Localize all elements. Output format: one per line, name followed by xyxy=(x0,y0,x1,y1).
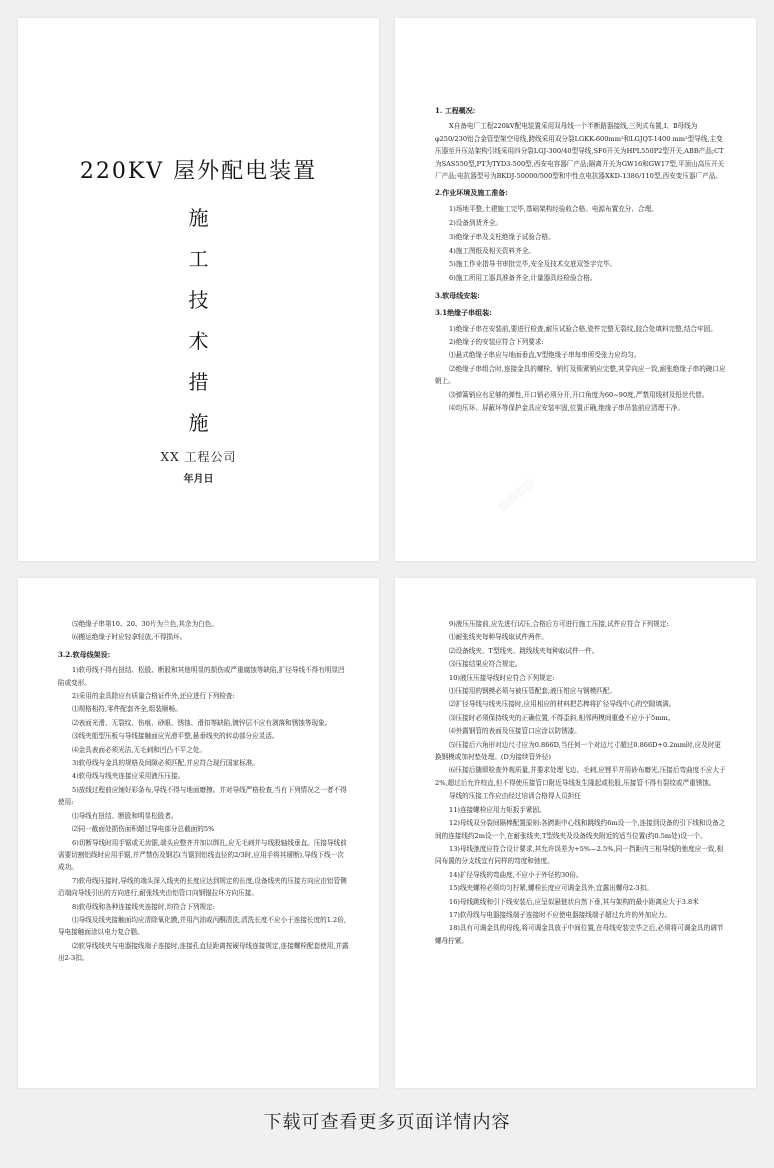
paragraph: ⑵扩径导线与线夹压接时,应用相应的材料把芯棒将扩径导线中心的空隙填满。 xyxy=(449,700,676,709)
paragraph: ⑴耐张线夹每种导线取试件两件。 xyxy=(449,633,548,642)
cover-char: 施 xyxy=(188,411,209,435)
paragraph: ⑶压接结果应符合规定。 xyxy=(449,660,522,669)
paragraph: ⑷外露钢管的表面及压接管口应涂以防锈漆。 xyxy=(449,727,581,736)
section-heading: 1. 工程概况: xyxy=(435,106,476,115)
cover-title: 220KV 屋外配电装置 xyxy=(79,159,318,184)
paragraph: 导线的压接工作应由经过培训合格得人员担任 xyxy=(449,792,581,801)
cover-char: 术 xyxy=(188,329,209,353)
list-item: 5)施工作业指导书审批完毕,安全及技术交底双签字完毕。 xyxy=(449,260,617,269)
paragraph: ⑹压接后随即检查外观质量,并要求处理飞边、毛刺,应锉平并用砂布磨光,压接后弯曲度不应大于2%,超过后允许校直,但不得使压接管口附近导线发生隆起或松股,压接管不得有裂纹或严重锈蚀。 xyxy=(435,766,726,787)
document-page-4 xyxy=(395,578,756,1088)
paragraph: ⑴规格相符,零件配套齐全,组装顺畅。 xyxy=(72,705,182,714)
paragraph: 18)具有可调金具的母线,将可调金具放于中间位置,在母线安装完毕之后,必须将可调金具的调节螺母拧紧。 xyxy=(435,924,724,945)
paragraph: ⑴悬式绝缘子串应与地面垂直,V型绝缘子串每串所受张力应均匀。 xyxy=(449,351,641,360)
cover-char: 工 xyxy=(188,247,209,271)
paragraph: ⑷金具表面必须光洁,无毛刺和凹凸不平之处。 xyxy=(72,745,206,754)
cover-char: 措 xyxy=(188,370,209,394)
page-content xyxy=(58,618,349,966)
paragraph: ⑷均压环、屏蔽环等保护金具应安装牢固,位置正确,绝缘子串吊装前应清理干净。 xyxy=(449,404,684,413)
download-more-prompt[interactable]: 下载可查看更多页面详情内容 xyxy=(263,1112,511,1133)
paragraph: 3)软母线与金具的规格及间隙必须匹配,并应符合现行国家标准。 xyxy=(72,759,259,768)
cover-char: 技 xyxy=(188,288,209,312)
section-heading: 3.软母线安装: xyxy=(435,290,480,300)
paragraph: ⑵软导线线夹与电器接线端子连接时,连接孔直径距离按硬母线连接规定,连接螺栓配套使用,并露出2-3扣。 xyxy=(58,941,349,963)
paragraph: 17)软母线与电器接线端子连接时不应使电器接线端子超过允许的外加应力。 xyxy=(449,910,671,919)
paragraph: 2)绝缘子的安装应符合下列要求: xyxy=(449,338,544,346)
paragraph: 14)扩径导线的弯曲度,不应小于外径的30倍。 xyxy=(449,870,583,879)
paragraph: 15)线夹螺栓必须均匀拧紧,螺栓长度应可调金具外,宜露出螺母2-3扣。 xyxy=(449,884,653,893)
paragraph: 5)放线过程前应铺好彩条布,导线不得与地面磨擦。并对导线严格检查,当有下列情况之一者不得使用: xyxy=(58,785,347,807)
paragraph: 11)连接螺栓应用力矩扳手紧固。 xyxy=(449,805,546,814)
paragraph: ⑶压接时必须保持线夹的正确位置,不得歪斜,相邻两模间重叠不应小于5mm。 xyxy=(449,713,675,722)
section-heading: 2.作业环境及施工准备: xyxy=(435,188,508,198)
paragraph: 13)母线弛度应符合设计要求,其允许误差为+5%—2.5%,同一挡距内三相导线的弛度应一致,相同布置的分支线宜有同样的弯度和弛度。 xyxy=(435,844,724,866)
list-item: 3)绝缘子串及支柱绝缘子试验合格。 xyxy=(449,232,555,241)
cover-company: XX 工程公司 xyxy=(160,450,237,464)
paragraph: ⑸绝缘子串第10、20、30片为兰色,其余为白色。 xyxy=(72,620,218,628)
paragraph: 10)液压压接导线时应符合下列规定: xyxy=(449,673,555,682)
cover-page xyxy=(18,18,379,561)
paragraph: 6)切断导线时用手锯或无齿锯,端头应整齐并加以绑扎,应无毛刺并与线股轴线垂直。压接导线前需要切割铝线时应用手锯,并严禁伤及钢芯(当锯到铝线直径的2/3时,应用手将其掰断),导线下线一次成功。 xyxy=(58,838,347,872)
paragraph: ⑸压接后六角形对边尺寸应为0.866D,当任何一个对边尺寸超过0.866D+0.2mm时,应及时更换钢模或加衬垫处理。(D为接续管外径) xyxy=(435,740,722,762)
list-item: 2)设备到货齐全。 xyxy=(449,218,502,227)
paragraph: ⑶弹簧销应有足够的弹性,开口销必须分开,开口角度为60~90度,严禁用线材及铅丝代替。 xyxy=(449,390,709,399)
paragraph: 7)软母线压接时,导线的端头深入线夹的长度应达到规定的长度,设备线夹的压接方向应由铝管侧沿端向导线引出的方向进行,耐张线夹由铝管口向钢锚拉环方向压接。 xyxy=(58,876,347,898)
document-page-3 xyxy=(18,578,379,1088)
paragraph: ⑴导线及线夹接触面均应清除氧化膜,并用汽油或丙酮清洗,清洗长度不应小于连接长度的1.2倍,导电接触面涂以电力复合脂。 xyxy=(58,915,346,937)
paragraph: ⑵表面光滑、无裂纹、伤痕、砂眼、锈蚀、滑扣等缺陷,镀锌层不应有剥落和锈蚀等现象。 xyxy=(72,718,332,727)
watermark: ▨▨▨▨ xyxy=(495,476,536,513)
paragraph: ⑶线夹船型压板与导线接触面应光滑平整,悬垂线夹的转动部分应灵活。 xyxy=(72,732,279,741)
paragraph: ⑴压接用的钢模必须与被压管配套,液压钳应与钢模匹配。 xyxy=(449,687,616,696)
list-item: 1)场地平整,土建施工完毕,基础架构经验收合格。电源布置充分、合理。 xyxy=(449,204,658,213)
paragraph: 9)液压压接前,应先进行试压,合格后方可进行施工压接,试件应符合下列规定: xyxy=(449,620,669,628)
document-page-2 xyxy=(395,18,756,561)
page-content xyxy=(435,618,726,948)
list-item: 6)施工所用工器具准备齐全,计量器具经检验合格。 xyxy=(449,274,597,283)
paragraph: 16)母线跳线和引下线安装后,应呈似悬链状自然下垂,其与架构的最小距离应大于3.8米 xyxy=(449,897,699,906)
page-content xyxy=(435,100,726,415)
paragraph: ⑵绝缘子串组合时,连接金具的螺栓、销钉及锁紧销应完整,其穿向应一致,耐张绝缘子串的碗口应朝上。 xyxy=(435,364,726,386)
cover-date: 年月日 xyxy=(183,474,214,485)
subsection-heading: 3.2.软母线架设: xyxy=(58,649,111,659)
paragraph: X自备电厂工程220kV配电装置采用双母线一个半断路器接线,三列式布置,Ⅰ、Ⅱ母线为φ250/230铝合金管型架空母线,跨线采用双分裂LGKK-600mm²和LGJQT-1400 mm²型导线,主变压器至升压站架构引线采用四分裂LGJ-300/40型导线,SF6开关为HPL550P2型开关,ABB产品;CT为SAS550型,PT为TYD3-500型,西安电容器厂产品;隔离开关为GW16和GW17型,平顶山高压开关厂产品;电抗器型号为BKDJ-50000/500型和中性点电抗器XKD-1386/110型,西安变压器厂产品。 xyxy=(435,122,725,181)
list-item: 4)施工图纸及相关资料齐全。 xyxy=(449,246,535,255)
paragraph: 1)绝缘子串在安装前,要进行检查,耐压试验合格,瓷件完整无裂纹,胶合处填料完整,结合牢固。 xyxy=(449,324,717,333)
paragraph: 4)软母线与线夹连接应采用液压压接。 xyxy=(72,772,185,781)
cover-char: 施 xyxy=(188,206,209,230)
subsection-heading: 3.1绝缘子串组装: xyxy=(435,308,492,318)
paragraph: 12)母线双分裂间隔棒配置原则:各跨距中心线和跳线约6m设一个,连接到设备的引下线和设备之间的连接线约2m设一个,在耐张线夹,T型线夹及设备线夹附近的适当位置(约0.5m处)设一个。 xyxy=(435,819,726,840)
paragraph: ⑵设备线夹、T型线夹、跳线线夹每种取试件一件。 xyxy=(449,646,599,655)
paragraph: 8)软母线和各种连接线夹连接时,均符合下列规定: xyxy=(72,902,215,911)
cover-subtitle xyxy=(18,198,379,444)
paragraph: ⑴导线有扭结、断股和明显松股者。 xyxy=(72,811,178,820)
paragraph: ⑹搬运绝缘子时应轻拿轻放,不得损坏。 xyxy=(72,633,187,642)
paragraph: 1)软母线不得有扭结、松股、断股和其他明显的损伤或严重腐蚀等缺陷,扩径导线不得有明显凹陷或变形。 xyxy=(58,666,345,687)
paragraph: ⑵同一截面处损伤面积超过导电部分总截面的5% xyxy=(72,825,215,834)
paragraph: 2)采用的金具除应有质量合格证件外,还应进行下列检查: xyxy=(72,692,235,701)
